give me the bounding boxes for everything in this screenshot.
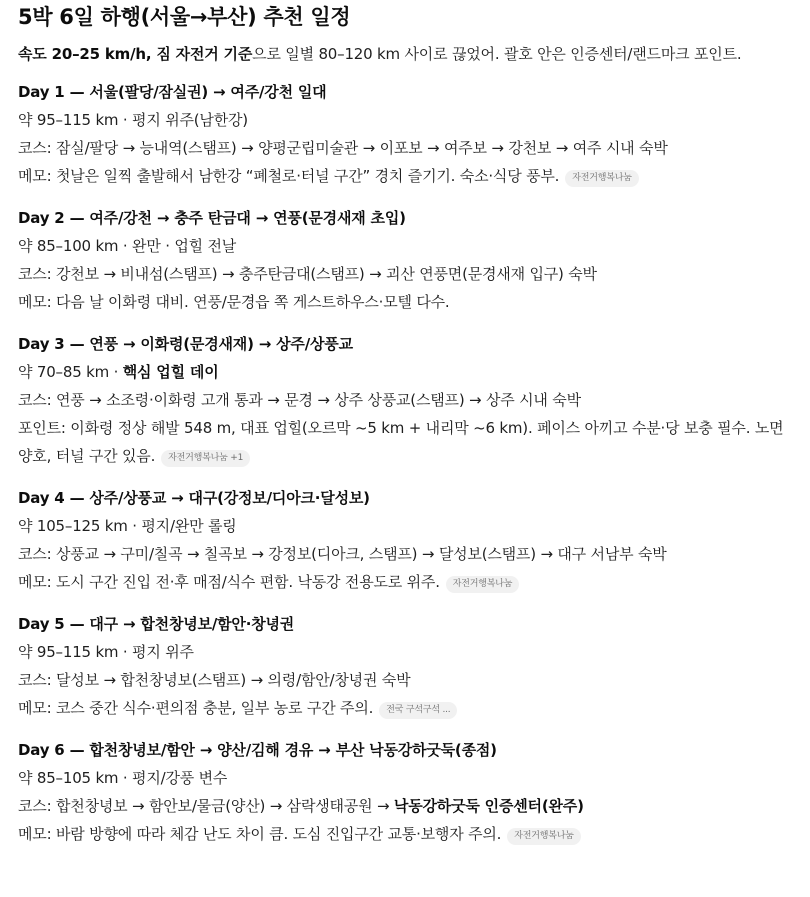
day-list xyxy=(18,78,796,848)
day-6-summary: 약 85–105 km · 평지/강풍 변수 xyxy=(18,769,228,787)
day-3-course: 코스: 연풍 → 소조령·이화령 고개 통과 → 문경 → 상주 상풍교(스탬프) → 상주 시내 숙박 xyxy=(18,391,581,409)
day-3-source-chip[interactable]: 자전거행복나눔 +1 xyxy=(161,450,250,467)
day-4-summary: 약 105–125 km · 평지/완만 롤링 xyxy=(18,517,237,535)
intro-text: 으로 일별 80–120 km 사이로 끊었어. 괄호 안은 인증센터/랜드마크 포인트. xyxy=(252,45,742,63)
day-1-memo xyxy=(18,162,796,190)
day-1-memo-text: 메모: 첫날은 일찍 출발해서 남한강 “폐철로·터널 구간” 경치 즐기기. 숙소·식당 풍부. xyxy=(18,167,560,185)
day-3-summary xyxy=(18,358,796,386)
day-6-course xyxy=(18,792,796,820)
day-6-title: Day 6 — 합천창녕보/함안 → 양산/김해 경유 → 부산 낙동강하굿둑(종점) xyxy=(18,741,497,759)
day-5-title: Day 5 — 대구 → 합천창녕보/함안·창녕권 xyxy=(18,615,295,633)
day-2-memo: 메모: 다음 날 이화령 대비. 연풍/문경읍 쪽 게스트하우스·모텔 다수. xyxy=(18,293,450,311)
day-3-summary-highlight: 핵심 업힐 데이 xyxy=(122,363,219,381)
day-6-course-text: 코스: 합천창녕보 → 함안보/물금(양산) → 삼락생태공원 → xyxy=(18,797,394,815)
intro-speed-basis: 속도 20–25 km/h, 짐 자전거 기준 xyxy=(18,45,253,63)
day-3-section xyxy=(18,330,796,470)
day-5-section xyxy=(18,610,796,722)
day-4-section xyxy=(18,484,796,596)
day-3-title: Day 3 — 연풍 → 이화령(문경새재) → 상주/상풍교 xyxy=(18,335,353,353)
day-3-summary-text: 약 70–85 km · xyxy=(18,363,123,381)
day-3-memo xyxy=(18,414,796,470)
day-1-title: Day 1 — 서울(팔당/잠실권) → 여주/강천 일대 xyxy=(18,83,327,101)
day-1-section xyxy=(18,78,796,190)
day-1-source-chip[interactable]: 자전거행복나눔 xyxy=(565,170,638,187)
day-6-memo xyxy=(18,820,796,848)
day-5-course: 코스: 달성보 → 합천창녕보(스탬프) → 의령/함안/창녕권 숙박 xyxy=(18,671,411,689)
day-6-memo-text: 메모: 바람 방향에 따라 체감 난도 차이 큼. 도심 진입구간 교통·보행자 주의. xyxy=(18,825,502,843)
day-2-summary: 약 85–100 km · 완만 · 업힐 전날 xyxy=(18,237,237,255)
day-5-source-chip[interactable]: 전국 구석구석 ... xyxy=(379,702,457,719)
day-4-memo xyxy=(18,568,796,596)
day-4-title: Day 4 — 상주/상풍교 → 대구(강정보/디아크·달성보) xyxy=(18,489,370,507)
day-4-source-chip[interactable]: 자전거행복나눔 xyxy=(446,576,519,593)
day-5-memo-text: 메모: 코스 중간 식수·편의점 충분, 일부 농로 구간 주의. xyxy=(18,699,374,717)
day-1-summary: 약 95–115 km · 평지 위주(남한강) xyxy=(18,111,248,129)
day-6-section xyxy=(18,736,796,848)
day-6-course-highlight: 낙동강하굿둑 인증센터(완주) xyxy=(393,797,584,815)
day-5-memo xyxy=(18,694,796,722)
day-5-summary: 약 95–115 km · 평지 위주 xyxy=(18,643,194,661)
day-1-course: 코스: 잠실/팔당 → 능내역(스탬프) → 양평군립미술관 → 이포보 → 여주보 → 강천보 → 여주 시내 숙박 xyxy=(18,139,668,157)
intro-paragraph xyxy=(18,40,796,68)
day-3-memo-text: 포인트: 이화령 정상 해발 548 m, 대표 업힐(오르막 ~5 km + 내리막 ~6 km). 페이스 아끼고 수분·당 보충 필수. 노면 양호, 터널 구간 있음. xyxy=(18,419,784,465)
page-title: 5박 6일 하행(서울→부산) 추천 일정 xyxy=(18,5,351,29)
day-4-course: 코스: 상풍교 → 구미/칠곡 → 칠곡보 → 강정보(디아크, 스탬프) → 달성보(스탬프) → 대구 서남부 숙박 xyxy=(18,545,667,563)
day-4-memo-text: 메모: 도시 구간 진입 전·후 매점/식수 편함. 낙동강 전용도로 위주. xyxy=(18,573,440,591)
day-2-course: 코스: 강천보 → 비내섬(스탬프) → 충주탄금대(스탬프) → 괴산 연풍면(문경새재 입구) 숙박 xyxy=(18,265,597,283)
day-2-title: Day 2 — 여주/강천 → 충주 탄금대 → 연풍(문경새재 초입) xyxy=(18,209,406,227)
day-6-source-chip[interactable]: 자전거행복나눔 xyxy=(507,828,580,845)
day-2-section xyxy=(18,204,796,316)
